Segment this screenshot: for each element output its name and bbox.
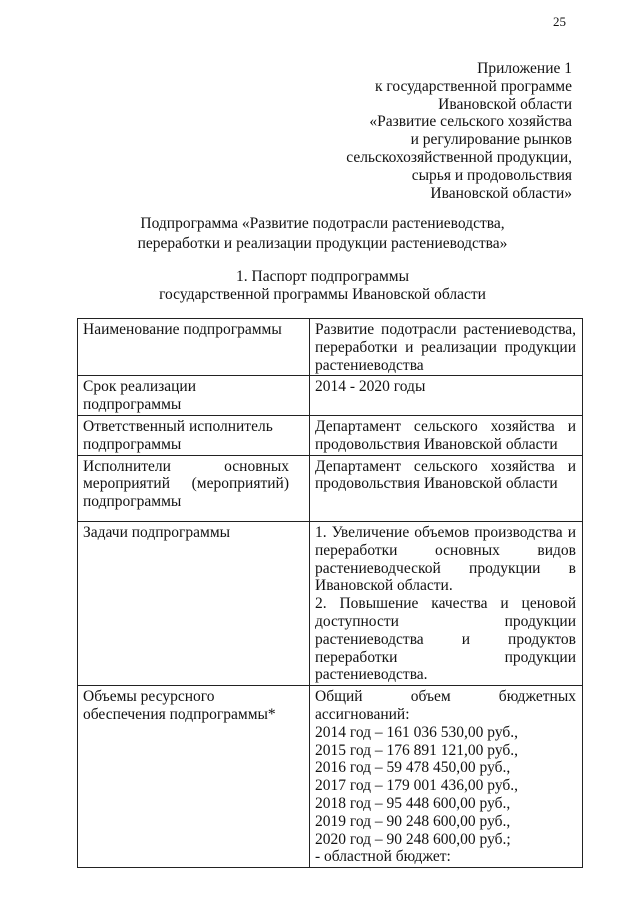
row-label: Срок реализации подпрограммы: [78, 376, 310, 416]
row-label: Объемы ресурсного обеспечения подпрограммы*: [78, 686, 310, 868]
passport-title-line: 1. Паспорт подпрограммы: [236, 268, 409, 285]
table-row: [78, 415, 583, 455]
budget-line: 2017 год – 179 001 436,00 руб.,: [315, 777, 519, 795]
appendix-header: [272, 60, 572, 202]
table-row: [78, 455, 583, 521]
table-row: [78, 376, 583, 416]
table-row: [78, 686, 583, 868]
passport-table: [77, 318, 583, 868]
appendix-line: и регулирование рынков: [410, 131, 572, 149]
passport-title: [70, 268, 575, 304]
row-value: [310, 686, 583, 868]
appendix-line: Ивановской области»: [430, 184, 572, 202]
appendix-line: Ивановской области: [438, 95, 572, 113]
row-value: Развитие подотрасли растениеводства, переработки и реализации продукции растениеводства: [310, 319, 583, 376]
task-item: 2. Повышение качества и ценовой доступности продукции растениеводства и продуктов переработки продукции растениеводства.: [315, 595, 576, 684]
row-value: [310, 521, 583, 685]
budget-line: 2019 год – 90 248 600,00 руб.,: [315, 812, 511, 830]
budget-line: 2014 год – 161 036 530,00 руб.,: [315, 723, 519, 741]
budget-intro: Общий объем бюджетных ассигнований:: [315, 688, 576, 723]
subprogram-title-line: Подпрограмма «Развитие подотрасли растениеводства,: [140, 215, 505, 232]
budget-line: - областной бюджет:: [315, 848, 451, 866]
appendix-line: к государственной программе: [374, 77, 572, 95]
table-row: [78, 319, 583, 376]
task-item: 1. Увеличение объемов производства и переработки основных видов растениеводческой продукции в Ивановской области.: [315, 523, 576, 595]
row-value: 2014 - 2020 годы: [310, 376, 583, 416]
subprogram-title-line: переработки и реализации продукции растениеводства»: [137, 235, 508, 252]
page-number: 25: [553, 14, 566, 29]
row-value: Департамент сельского хозяйства и продовольствия Ивановской области: [310, 455, 583, 521]
row-label: Исполнители основных мероприятий (мероприятий) подпрограммы: [78, 455, 310, 521]
budget-line: 2015 год – 176 891 121,00 руб.,: [315, 741, 519, 759]
appendix-line: сырья и продовольствия: [411, 166, 572, 184]
budget-line: 2018 год – 95 448 600,00 руб.,: [315, 794, 511, 812]
row-label: Наименование подпрограммы: [78, 319, 310, 376]
passport-title-line: государственной программы Ивановской области: [159, 286, 486, 303]
appendix-line: сельскохозяйственной продукции,: [346, 148, 572, 166]
budget-line: 2016 год – 59 478 450,00 руб.,: [315, 759, 511, 777]
row-label: Задачи подпрограммы: [78, 521, 310, 685]
appendix-line: «Развитие сельского хозяйства: [369, 113, 572, 131]
table-row: [78, 521, 583, 685]
row-value: Департамент сельского хозяйства и продовольствия Ивановской области: [310, 415, 583, 455]
budget-line: 2020 год – 90 248 600,00 руб.;: [315, 830, 511, 848]
appendix-line: Приложение 1: [477, 60, 572, 77]
subprogram-title: [70, 214, 575, 254]
row-label: Ответственный исполнитель подпрограммы: [78, 415, 310, 455]
